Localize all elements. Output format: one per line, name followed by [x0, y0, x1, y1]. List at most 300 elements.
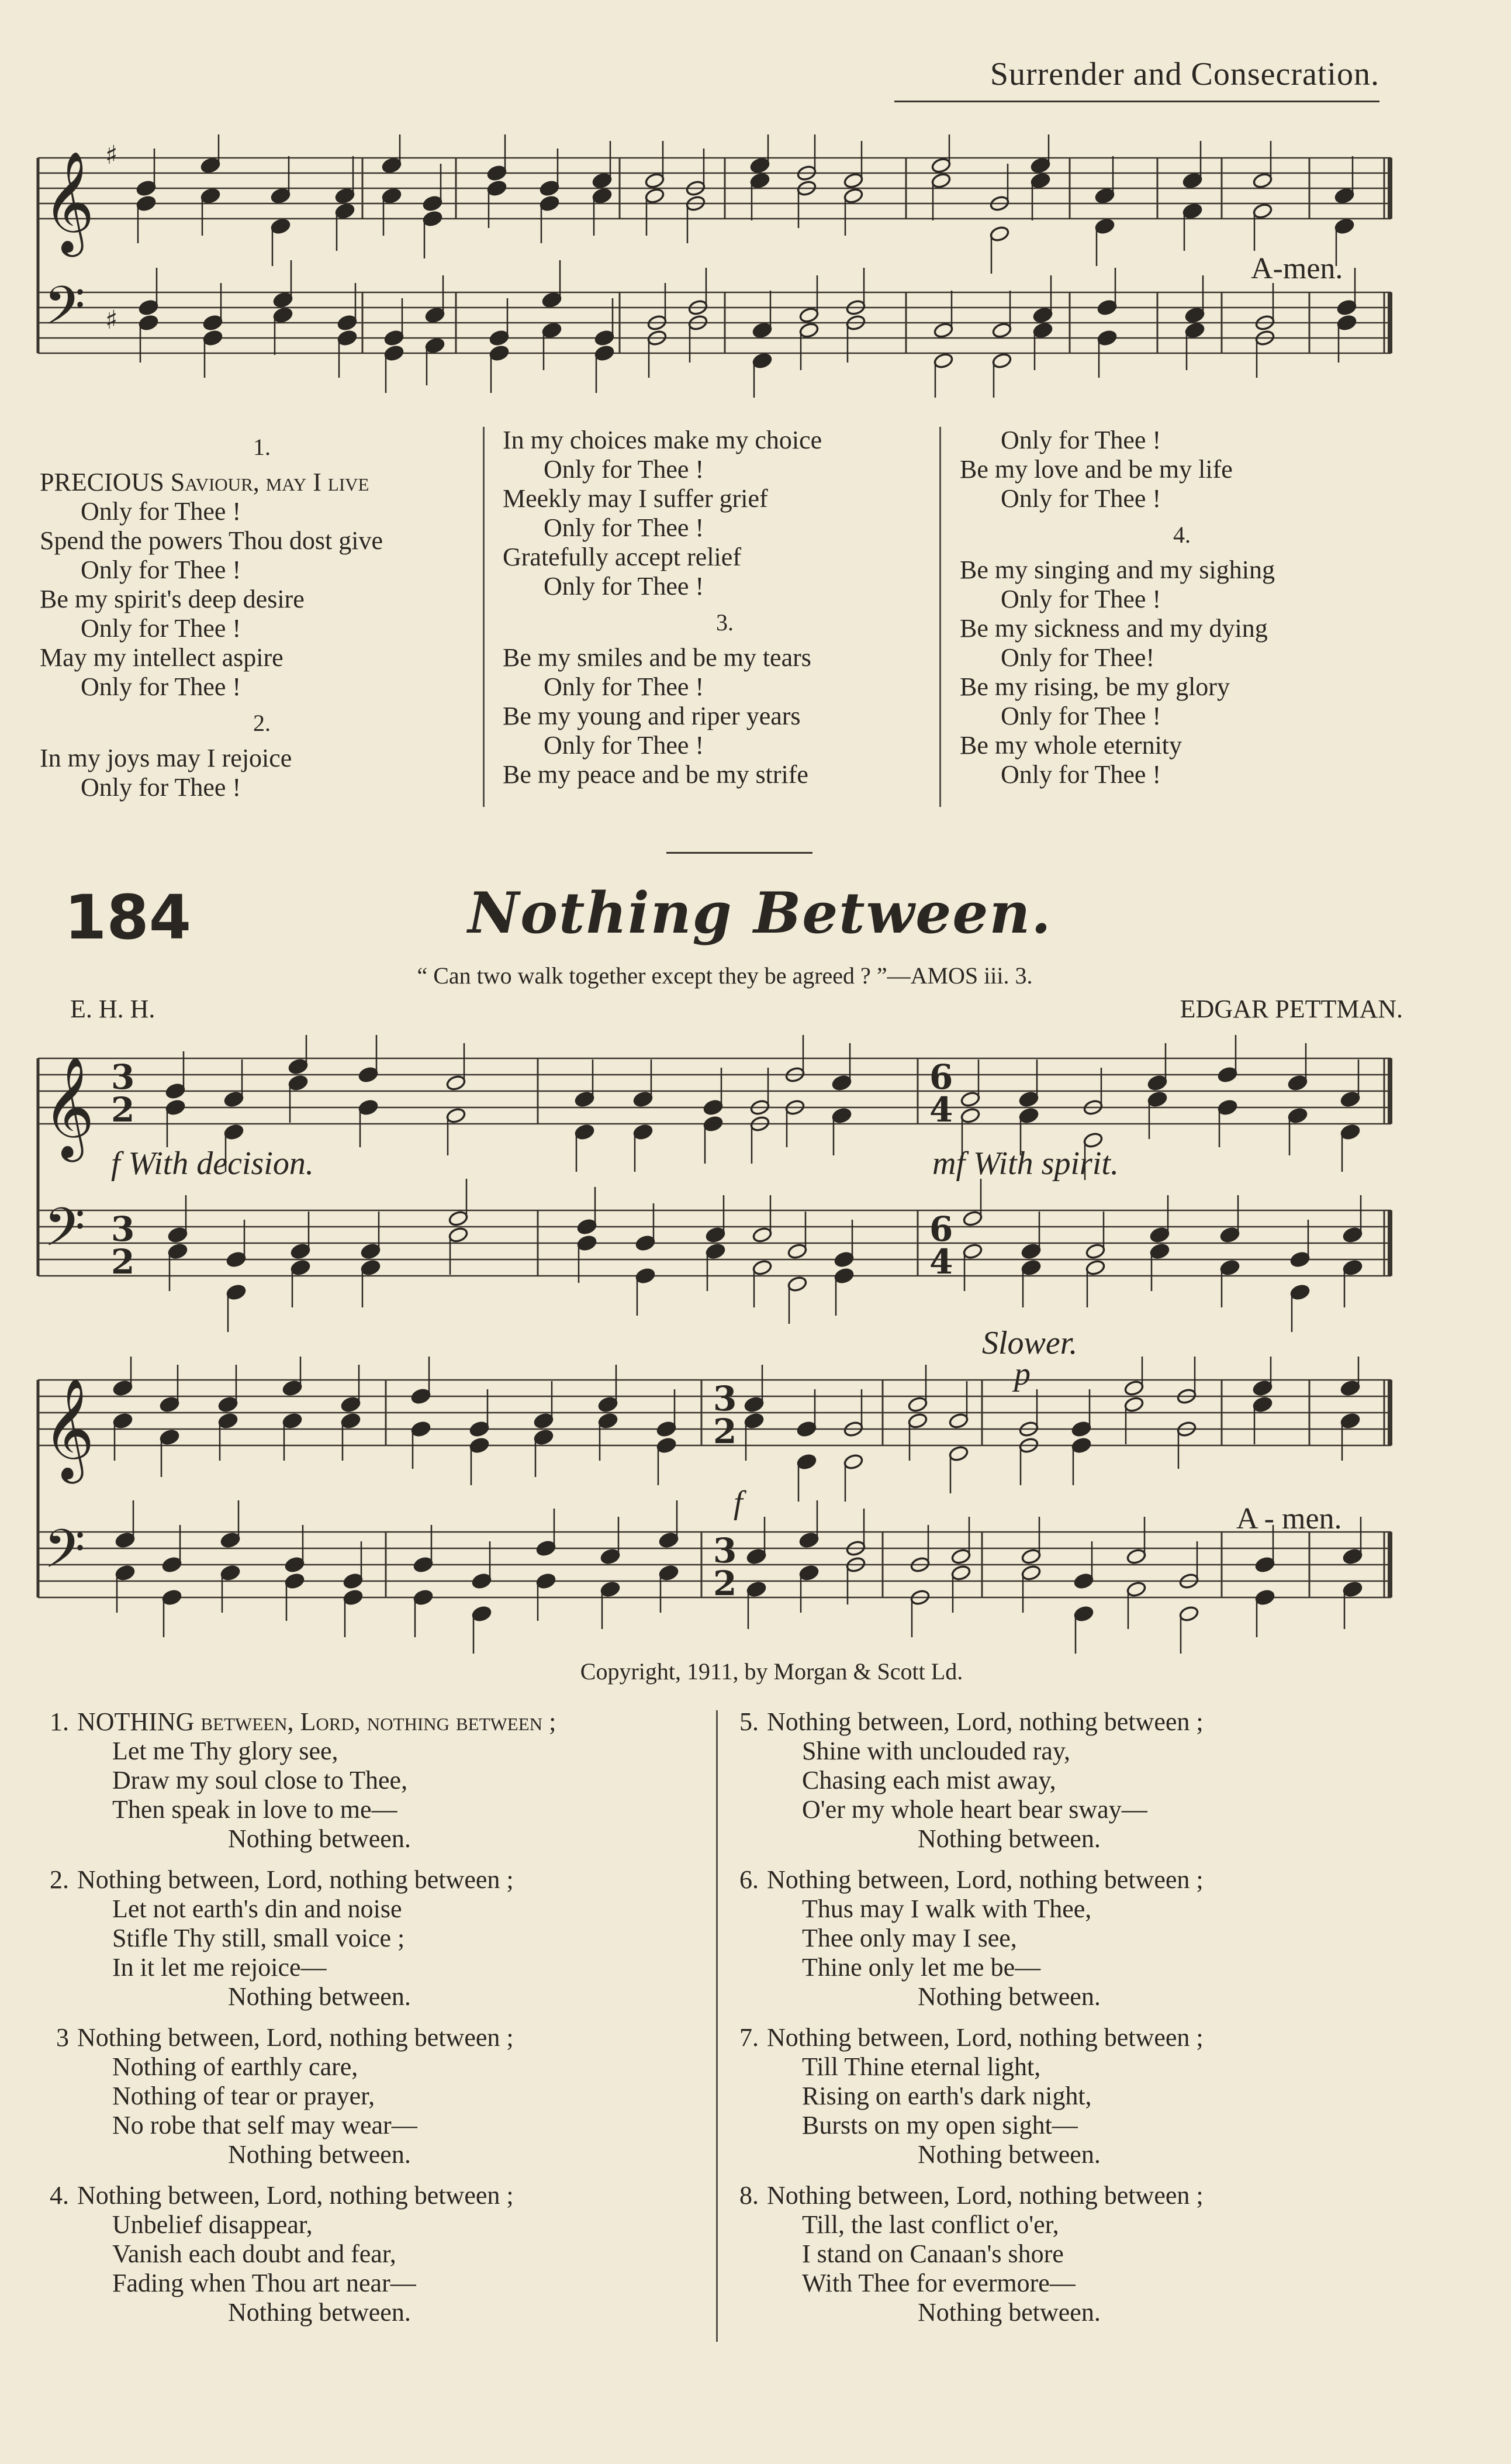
prev-verse-line: Be my spirit's deep desire	[40, 585, 305, 613]
time-signature: 2	[111, 1090, 135, 1130]
note-head	[360, 1259, 381, 1276]
verse-number: 8.	[739, 2181, 759, 2210]
note-head	[223, 1090, 244, 1107]
note-head	[337, 314, 357, 331]
prev-verse-line: Be my smiles and be my tears	[503, 643, 811, 672]
note-head	[597, 1412, 618, 1429]
prev-verse-line: Be my singing and my sighing	[960, 555, 1275, 584]
verse-line: Thus may I walk with Thee,	[802, 1894, 1092, 1923]
verse-8	[719, 2181, 1420, 2327]
prev-verse-line: Only for Thee !	[1001, 484, 1161, 513]
note-head	[1342, 1548, 1363, 1565]
note-head	[1071, 1420, 1091, 1437]
note-head	[541, 322, 562, 339]
note-head	[410, 1420, 431, 1437]
time-signature: 3	[713, 1531, 737, 1571]
verse-line: Nothing between.	[228, 1982, 411, 2011]
note-head	[1336, 314, 1357, 331]
verse-line: Let not earth's din and noise	[112, 1894, 402, 1923]
verse-7	[719, 2023, 1420, 2169]
verse-line: Till, the last conflict o'er,	[802, 2210, 1059, 2239]
note-head	[798, 322, 819, 339]
note-head	[933, 352, 953, 369]
music-system-3	[35, 1357, 1403, 1661]
note-head	[1289, 1283, 1310, 1300]
direction-slower: Slower.	[982, 1325, 1078, 1361]
note-head	[217, 1396, 238, 1413]
verse-line: Rising on earth's dark night,	[802, 2082, 1092, 2110]
words-author: E. H. H.	[70, 995, 155, 1023]
note-head	[600, 1580, 620, 1597]
note-head	[1340, 1090, 1360, 1107]
note-head	[796, 1453, 817, 1470]
note-head	[843, 187, 863, 204]
direction-with-decision: f With decision.	[111, 1145, 314, 1182]
note-head	[798, 306, 819, 323]
note-head	[334, 202, 355, 219]
note-head	[284, 1556, 305, 1573]
note-head	[658, 1531, 679, 1548]
verse-line: Nothing between, Lord, nothing between ;	[767, 2023, 1204, 2052]
prev-verse-line: May my intellect aspire	[40, 643, 283, 672]
note-head	[1182, 202, 1202, 219]
note-head	[962, 1243, 983, 1259]
time-signature: 4	[929, 1242, 953, 1282]
note-head	[705, 1226, 725, 1243]
note-head	[991, 322, 1012, 339]
note-head	[1123, 1396, 1144, 1413]
prev-verse-line: Only for Thee !	[1001, 760, 1161, 789]
direction-with-spirit: mf With spirit.	[932, 1145, 1119, 1182]
note-head	[358, 1099, 378, 1116]
verse-line: Nothing between.	[918, 2298, 1101, 2327]
note-head	[358, 1066, 378, 1083]
note-head	[744, 1412, 764, 1429]
note-head	[752, 322, 772, 339]
note-head	[1182, 172, 1202, 189]
verse-line: Draw my soul close to Thee,	[112, 1766, 408, 1794]
prev-verse-line: Be my sickness and my dying	[960, 614, 1268, 643]
note-head	[290, 1243, 310, 1259]
verse-line: Thine only let me be—	[802, 1953, 1041, 1982]
note-head	[989, 225, 1009, 242]
prev-verse-number: 2.	[253, 710, 271, 736]
prev-verse-line: Gratefully accept relief	[503, 543, 741, 571]
verse-line: Nothing between, Lord, nothing between ;	[77, 2023, 514, 2052]
prev-verse-line: PRECIOUS Saviour, may I live	[40, 468, 369, 496]
note-head	[831, 1074, 852, 1091]
note-head	[383, 344, 404, 361]
note-head	[1340, 1123, 1360, 1140]
prev-verse-line: Only for Thee!	[1001, 643, 1155, 672]
note-head	[1342, 1580, 1363, 1597]
note-head	[656, 1420, 676, 1437]
note-head	[644, 187, 665, 204]
note-head	[471, 1572, 492, 1589]
verse-line: Thee only may I see,	[802, 1924, 1017, 1952]
verse-6	[719, 1865, 1420, 2011]
note-head	[1032, 322, 1053, 339]
hymn-number: 184	[64, 882, 192, 953]
header-rule	[894, 101, 1379, 102]
note-head	[202, 314, 223, 331]
note-head	[574, 1123, 594, 1140]
sharp-icon: ♯	[105, 305, 118, 335]
note-head	[383, 329, 404, 346]
note-head	[1252, 1396, 1273, 1413]
note-head	[340, 1396, 361, 1413]
prev-verse-number: 4.	[1173, 522, 1191, 548]
bass-clef-icon: 𝄢	[44, 1518, 85, 1593]
prev-verse-line: Only for Thee !	[544, 572, 704, 601]
note-head	[831, 1107, 852, 1124]
note-head	[539, 195, 559, 212]
note-head	[635, 1267, 655, 1284]
note-head	[290, 1259, 310, 1276]
amen-prev: A-men.	[1251, 252, 1343, 285]
verse-line: NOTHING between, Lord, nothing between ;	[77, 1707, 556, 1736]
copyright: Copyright, 1911, by Morgan & Scott Ld.	[580, 1658, 963, 1685]
verse-line: O'er my whole heart bear sway—	[802, 1795, 1147, 1824]
note-head	[752, 352, 772, 369]
note-head	[533, 1412, 554, 1429]
time-signature: 2	[713, 1412, 737, 1451]
verse-line: In it let me rejoice—	[112, 1953, 327, 1982]
note-head	[907, 1396, 928, 1413]
music-staff-prev	[35, 134, 1403, 398]
note-head	[410, 1388, 431, 1404]
verse-number: 2.	[50, 1865, 69, 1894]
note-head	[284, 1572, 305, 1589]
note-head	[1334, 218, 1354, 234]
prev-verse-line: Be my whole eternity	[960, 731, 1182, 760]
scripture-reference: “ Can two walk together except they be agreed ? ”—AMOS iii. 3.	[417, 962, 1033, 989]
verse-1	[29, 1707, 731, 1854]
note-head	[535, 1540, 556, 1557]
prev-verse-line: Only for Thee !	[81, 497, 241, 526]
verse-line: Unbelief disappear,	[112, 2210, 313, 2239]
verse-line: Nothing between.	[228, 2298, 411, 2327]
note-head	[1149, 1243, 1170, 1259]
note-head	[1287, 1074, 1308, 1091]
note-head	[270, 218, 291, 234]
note-head	[533, 1428, 554, 1445]
note-head	[1018, 1107, 1039, 1124]
note-head	[167, 1243, 188, 1259]
note-head	[200, 157, 220, 174]
dynamic-f: f	[734, 1485, 743, 1521]
composer: EDGAR PETTMAN.	[1180, 995, 1403, 1023]
prev-verse-line: Only for Thee !	[81, 773, 241, 802]
note-head	[1147, 1074, 1167, 1091]
note-head	[834, 1251, 854, 1268]
note-head	[424, 306, 445, 323]
note-head	[445, 1107, 466, 1124]
note-head	[1252, 172, 1273, 189]
note-head	[1021, 1564, 1041, 1581]
verse-line: Vanish each doubt and fear,	[112, 2239, 396, 2268]
verse-line: Then speak in love to me—	[112, 1795, 397, 1824]
dynamic-p: p	[1014, 1356, 1031, 1392]
note-head	[282, 1412, 302, 1429]
verse-2	[29, 1865, 731, 2011]
prev-verses-col-3	[960, 426, 1404, 789]
note-head	[600, 1548, 620, 1565]
note-head	[200, 187, 220, 204]
note-head	[1217, 1099, 1237, 1116]
verse-4	[29, 2181, 731, 2327]
note-head	[843, 1453, 863, 1470]
note-head	[469, 1420, 489, 1437]
verse-number: 3	[56, 2023, 69, 2052]
note-head	[1021, 1548, 1041, 1565]
note-head	[489, 329, 509, 346]
note-head	[1021, 1259, 1041, 1276]
note-head	[1334, 187, 1354, 204]
music-system-prev	[35, 134, 1403, 398]
note-head	[381, 157, 402, 174]
verse-number: 1.	[50, 1707, 69, 1736]
note-head	[1178, 1605, 1199, 1622]
note-head	[752, 1226, 772, 1243]
hymn-title: Nothing Between.	[468, 880, 1052, 946]
note-head	[1149, 1226, 1170, 1243]
note-head	[165, 1099, 185, 1116]
prev-verse-line: Be my peace and be my strife	[503, 760, 808, 789]
verse-line: Nothing between.	[918, 1824, 1101, 1853]
note-head	[950, 1548, 971, 1565]
sharp-icon: ♯	[105, 140, 118, 170]
note-head	[948, 1445, 969, 1462]
note-head	[343, 1572, 363, 1589]
note-head	[1252, 1379, 1273, 1396]
amen: A - men.	[1236, 1502, 1342, 1535]
note-head	[632, 1090, 653, 1107]
note-head	[1184, 322, 1205, 339]
note-head	[220, 1531, 240, 1548]
note-head	[1021, 1243, 1041, 1259]
note-head	[594, 329, 614, 346]
note-head	[1030, 172, 1050, 189]
note-head	[167, 1226, 188, 1243]
note-head	[413, 1556, 433, 1573]
note-head	[226, 1251, 246, 1268]
verse-5	[719, 1707, 1420, 1854]
note-head	[843, 172, 863, 189]
verse-number: 6.	[739, 1865, 759, 1894]
note-head	[948, 1412, 969, 1429]
verse-line: Shine with unclouded ray,	[802, 1737, 1071, 1765]
note-head	[161, 1556, 182, 1573]
verse-line: Nothing between, Lord, nothing between ;	[767, 2181, 1204, 2210]
note-head	[746, 1580, 766, 1597]
note-head	[960, 1107, 980, 1124]
note-head	[337, 329, 357, 346]
note-head	[288, 1058, 308, 1075]
note-head	[1094, 187, 1115, 204]
note-head	[1289, 1251, 1310, 1268]
note-head	[161, 1589, 182, 1606]
note-head	[796, 1420, 817, 1437]
note-head	[576, 1218, 597, 1235]
prev-verse-line: Only for Thee !	[544, 513, 704, 542]
note-head	[834, 1267, 854, 1284]
note-head	[644, 172, 665, 189]
prev-verse-line: Only for Thee !	[81, 614, 241, 643]
note-head	[1254, 1556, 1275, 1573]
music-system-2	[35, 1035, 1403, 1339]
prev-verse-line: Meekly may I suffer grief	[503, 484, 768, 513]
note-head	[991, 352, 1012, 369]
prev-verse-line: Only for Thee !	[81, 555, 241, 584]
note-head	[1073, 1572, 1094, 1589]
note-head	[343, 1589, 363, 1606]
note-head	[933, 322, 953, 339]
note-head	[1340, 1379, 1360, 1396]
prev-verse-line: Spend the powers Thou dost give	[40, 526, 383, 555]
verse-line: Stifle Thy still, small voice ;	[112, 1924, 405, 1952]
note-head	[746, 1548, 766, 1565]
note-head	[1340, 1412, 1360, 1429]
time-signature: 4	[929, 1090, 953, 1130]
note-head	[1252, 202, 1273, 219]
note-head	[136, 180, 156, 196]
note-head	[931, 172, 951, 189]
note-head	[424, 337, 445, 354]
note-head	[749, 172, 770, 189]
verse-line: I stand on Canaan's shore	[802, 2239, 1064, 2268]
music-staff-2	[35, 1035, 1403, 1339]
time-signature: 3	[713, 1379, 737, 1419]
column-divider	[716, 1710, 718, 2342]
note-head	[1342, 1259, 1363, 1276]
note-head	[1097, 329, 1117, 346]
note-head	[334, 187, 355, 204]
note-head	[220, 1564, 240, 1581]
note-head	[632, 1123, 653, 1140]
prev-verse-number: 1.	[253, 434, 271, 460]
note-head	[202, 329, 223, 346]
note-head	[1336, 299, 1357, 316]
prev-verse-line: Only for Thee !	[1001, 426, 1161, 454]
note-head	[165, 1082, 185, 1099]
note-head	[1094, 218, 1115, 234]
treble-clef-icon: 𝄞	[43, 1378, 95, 1479]
note-head	[752, 1259, 772, 1276]
note-head	[270, 187, 291, 204]
column-divider	[939, 427, 941, 807]
note-head	[159, 1396, 179, 1413]
note-head	[422, 195, 442, 212]
verses-left-column	[29, 1707, 731, 2339]
note-head	[592, 172, 612, 189]
verse-line: Nothing between, Lord, nothing between ;	[77, 2181, 514, 2210]
note-head	[539, 180, 559, 196]
note-head	[703, 1099, 723, 1116]
note-head	[962, 1210, 983, 1227]
verse-line: Nothing between.	[228, 1824, 411, 1853]
note-head	[1219, 1226, 1240, 1243]
note-head	[360, 1243, 381, 1259]
music-staff-3	[35, 1357, 1403, 1661]
note-head	[703, 1115, 723, 1132]
prev-verse-line: Be my love and be my life	[960, 455, 1233, 484]
note-head	[413, 1589, 433, 1606]
verse-line: Let me Thy glory see,	[112, 1737, 338, 1765]
note-head	[1126, 1580, 1146, 1597]
note-head	[798, 1564, 819, 1581]
note-head	[486, 180, 507, 196]
note-head	[138, 314, 158, 331]
verse-line: Nothing between, Lord, nothing between ;	[77, 1865, 514, 1894]
verses-right-column	[719, 1707, 1420, 2339]
verse-line: No robe that self may wear—	[112, 2111, 417, 2139]
note-head	[798, 1531, 819, 1548]
column-divider	[483, 427, 485, 807]
verse-line: Nothing between, Lord, nothing between ;	[767, 1707, 1204, 1736]
note-head	[272, 306, 293, 323]
note-head	[656, 1437, 676, 1454]
prev-verses-col-1	[40, 426, 484, 802]
note-head	[1147, 1090, 1167, 1107]
note-head	[744, 1396, 764, 1413]
note-head	[1085, 1243, 1105, 1259]
note-head	[422, 210, 442, 227]
note-head	[1097, 299, 1117, 316]
note-head	[749, 157, 770, 174]
note-head	[340, 1412, 361, 1429]
note-head	[635, 1234, 655, 1251]
note-head	[288, 1074, 308, 1091]
note-head	[217, 1412, 238, 1429]
note-head	[1071, 1437, 1091, 1454]
note-head	[136, 195, 156, 212]
note-head	[705, 1243, 725, 1259]
note-head	[907, 1412, 928, 1429]
prev-verse-line: Only for Thee !	[544, 731, 704, 760]
note-head	[112, 1379, 133, 1396]
prev-verse-number: 3.	[716, 609, 734, 636]
bass-clef-icon: 𝄢	[44, 1196, 85, 1271]
note-head	[1073, 1605, 1094, 1622]
time-signature: 2	[111, 1242, 135, 1282]
time-signature: 2	[713, 1564, 737, 1603]
hymn-separator	[666, 852, 812, 854]
note-head	[1254, 1589, 1275, 1606]
note-head	[1126, 1548, 1146, 1565]
note-head	[950, 1564, 971, 1581]
note-head	[471, 1605, 492, 1622]
note-head	[960, 1090, 980, 1107]
note-head	[486, 164, 507, 181]
note-head	[931, 157, 951, 174]
verse-line: Nothing of tear or prayer,	[112, 2082, 375, 2110]
verse-line: Nothing of earthly care,	[112, 2052, 358, 2081]
treble-clef-icon: 𝄞	[43, 151, 95, 253]
note-head	[597, 1396, 618, 1413]
prev-verse-line: Only for Thee !	[81, 672, 241, 701]
note-head	[787, 1275, 807, 1292]
prev-verse-line: Only for Thee !	[544, 455, 704, 484]
verse-line: Nothing between.	[918, 2140, 1101, 2169]
note-head	[594, 344, 614, 361]
note-head	[1032, 306, 1053, 323]
note-head	[1085, 1259, 1105, 1276]
time-signature: 3	[111, 1209, 135, 1249]
prev-verse-line: Only for Thee !	[1001, 702, 1161, 730]
note-head	[445, 1074, 466, 1091]
note-head	[574, 1090, 594, 1107]
